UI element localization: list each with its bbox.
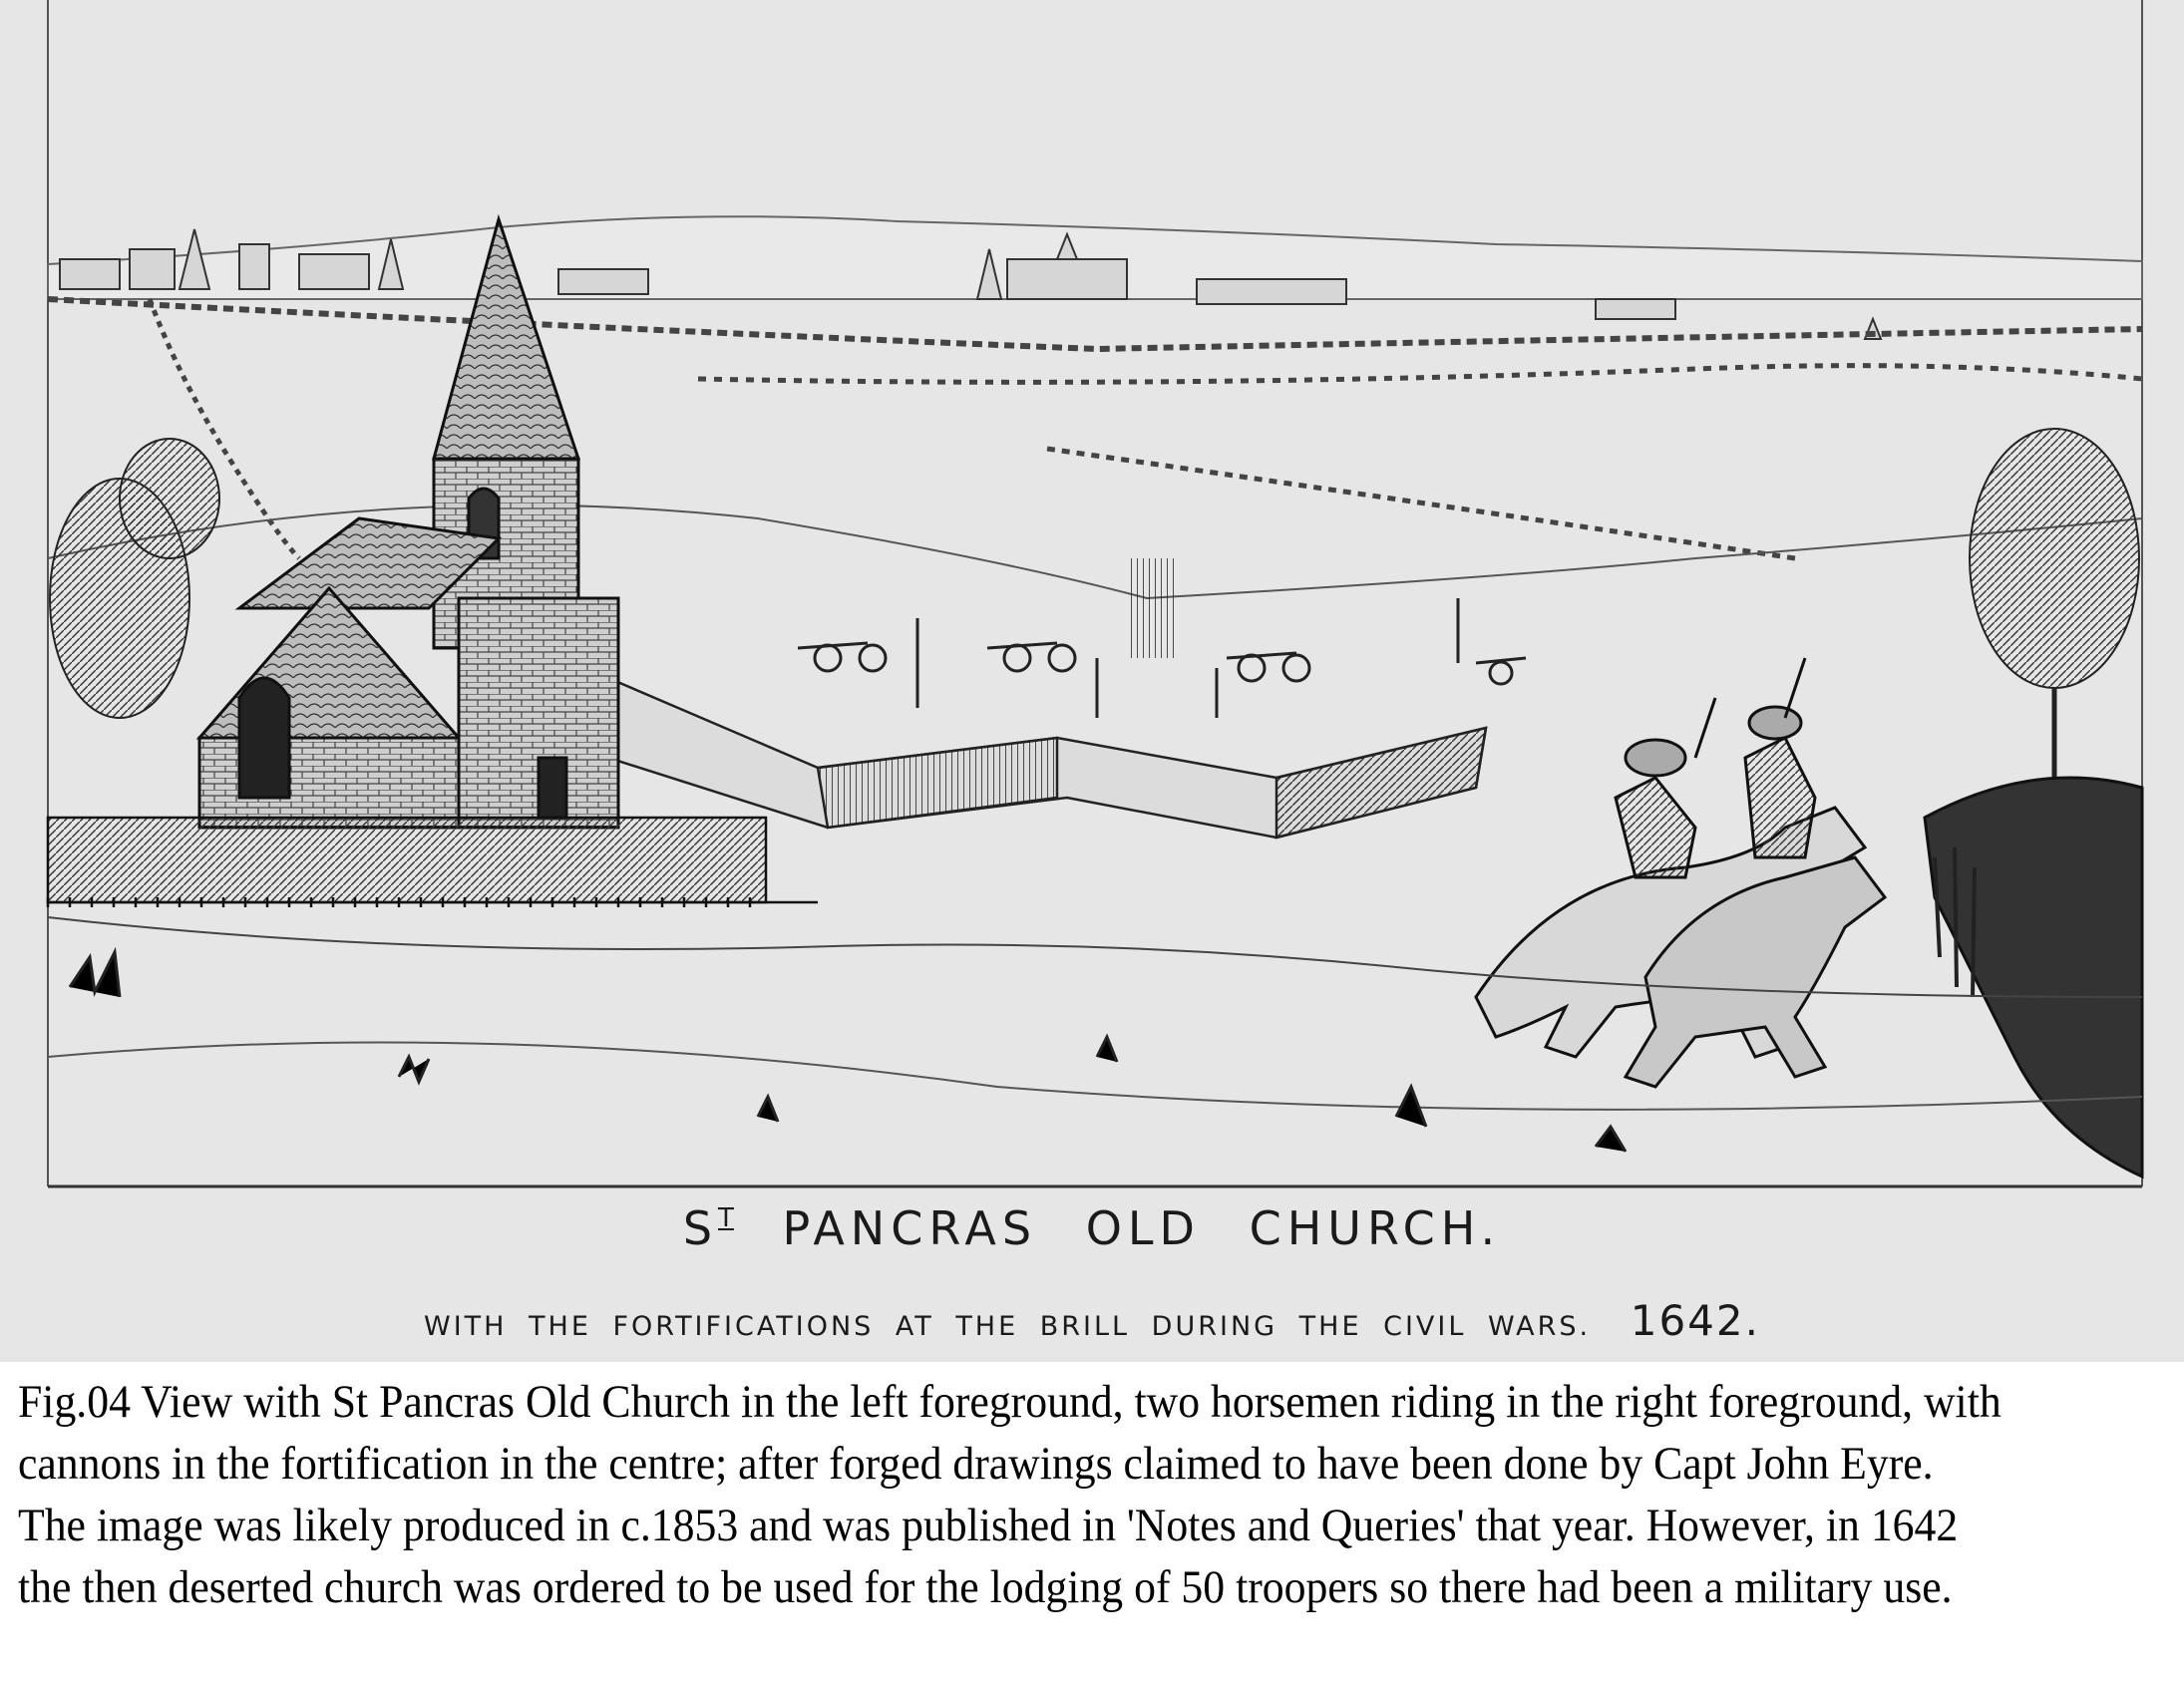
treeline-mid [698, 366, 2142, 383]
treeline-slope [1047, 449, 1795, 558]
caption-line: cannons in the fortification in the centre; after forged drawings claimed to have been done by Capt John Eyre. [18, 1438, 1934, 1490]
figure-caption [18, 1371, 2021, 1618]
title-prefix: S [682, 1201, 719, 1255]
caption-line: The image was likely produced in c.1853 and was published in 'Notes and Queries' that year. However, in 1642 [18, 1500, 1959, 1551]
caption-line: the then deserted church was ordered to be used for the lodging of 50 troopers so there had been a military use. [18, 1561, 1953, 1613]
soldiers [917, 558, 1458, 718]
subtitle-text: WITH THE FORTIFICATIONS AT THE BRILL DURING THE CIVIL WARS. [424, 1311, 1592, 1342]
churchyard-wall [48, 818, 818, 907]
title-prefix-sup: T [718, 1203, 734, 1233]
fortification-wall [608, 678, 1486, 838]
ground-line-2 [48, 1042, 2142, 1109]
right-rock [1925, 778, 2142, 1177]
title-main-text: PANCRAS OLD CHURCH. [782, 1201, 1502, 1255]
treeline-far [48, 299, 2142, 349]
engraving-title [0, 1201, 2184, 1255]
grass-tufts [70, 952, 1626, 1152]
subtitle-year: 1642. [1630, 1296, 1760, 1345]
engraving-subtitle [0, 1296, 2184, 1345]
right-tree [1970, 429, 2139, 818]
horsemen [1476, 658, 1885, 1087]
left-trees [50, 439, 219, 718]
caption-line: Fig.04 View with St Pancras Old Church in the left foreground, two horsemen riding in the right foreground, with [18, 1376, 2002, 1428]
